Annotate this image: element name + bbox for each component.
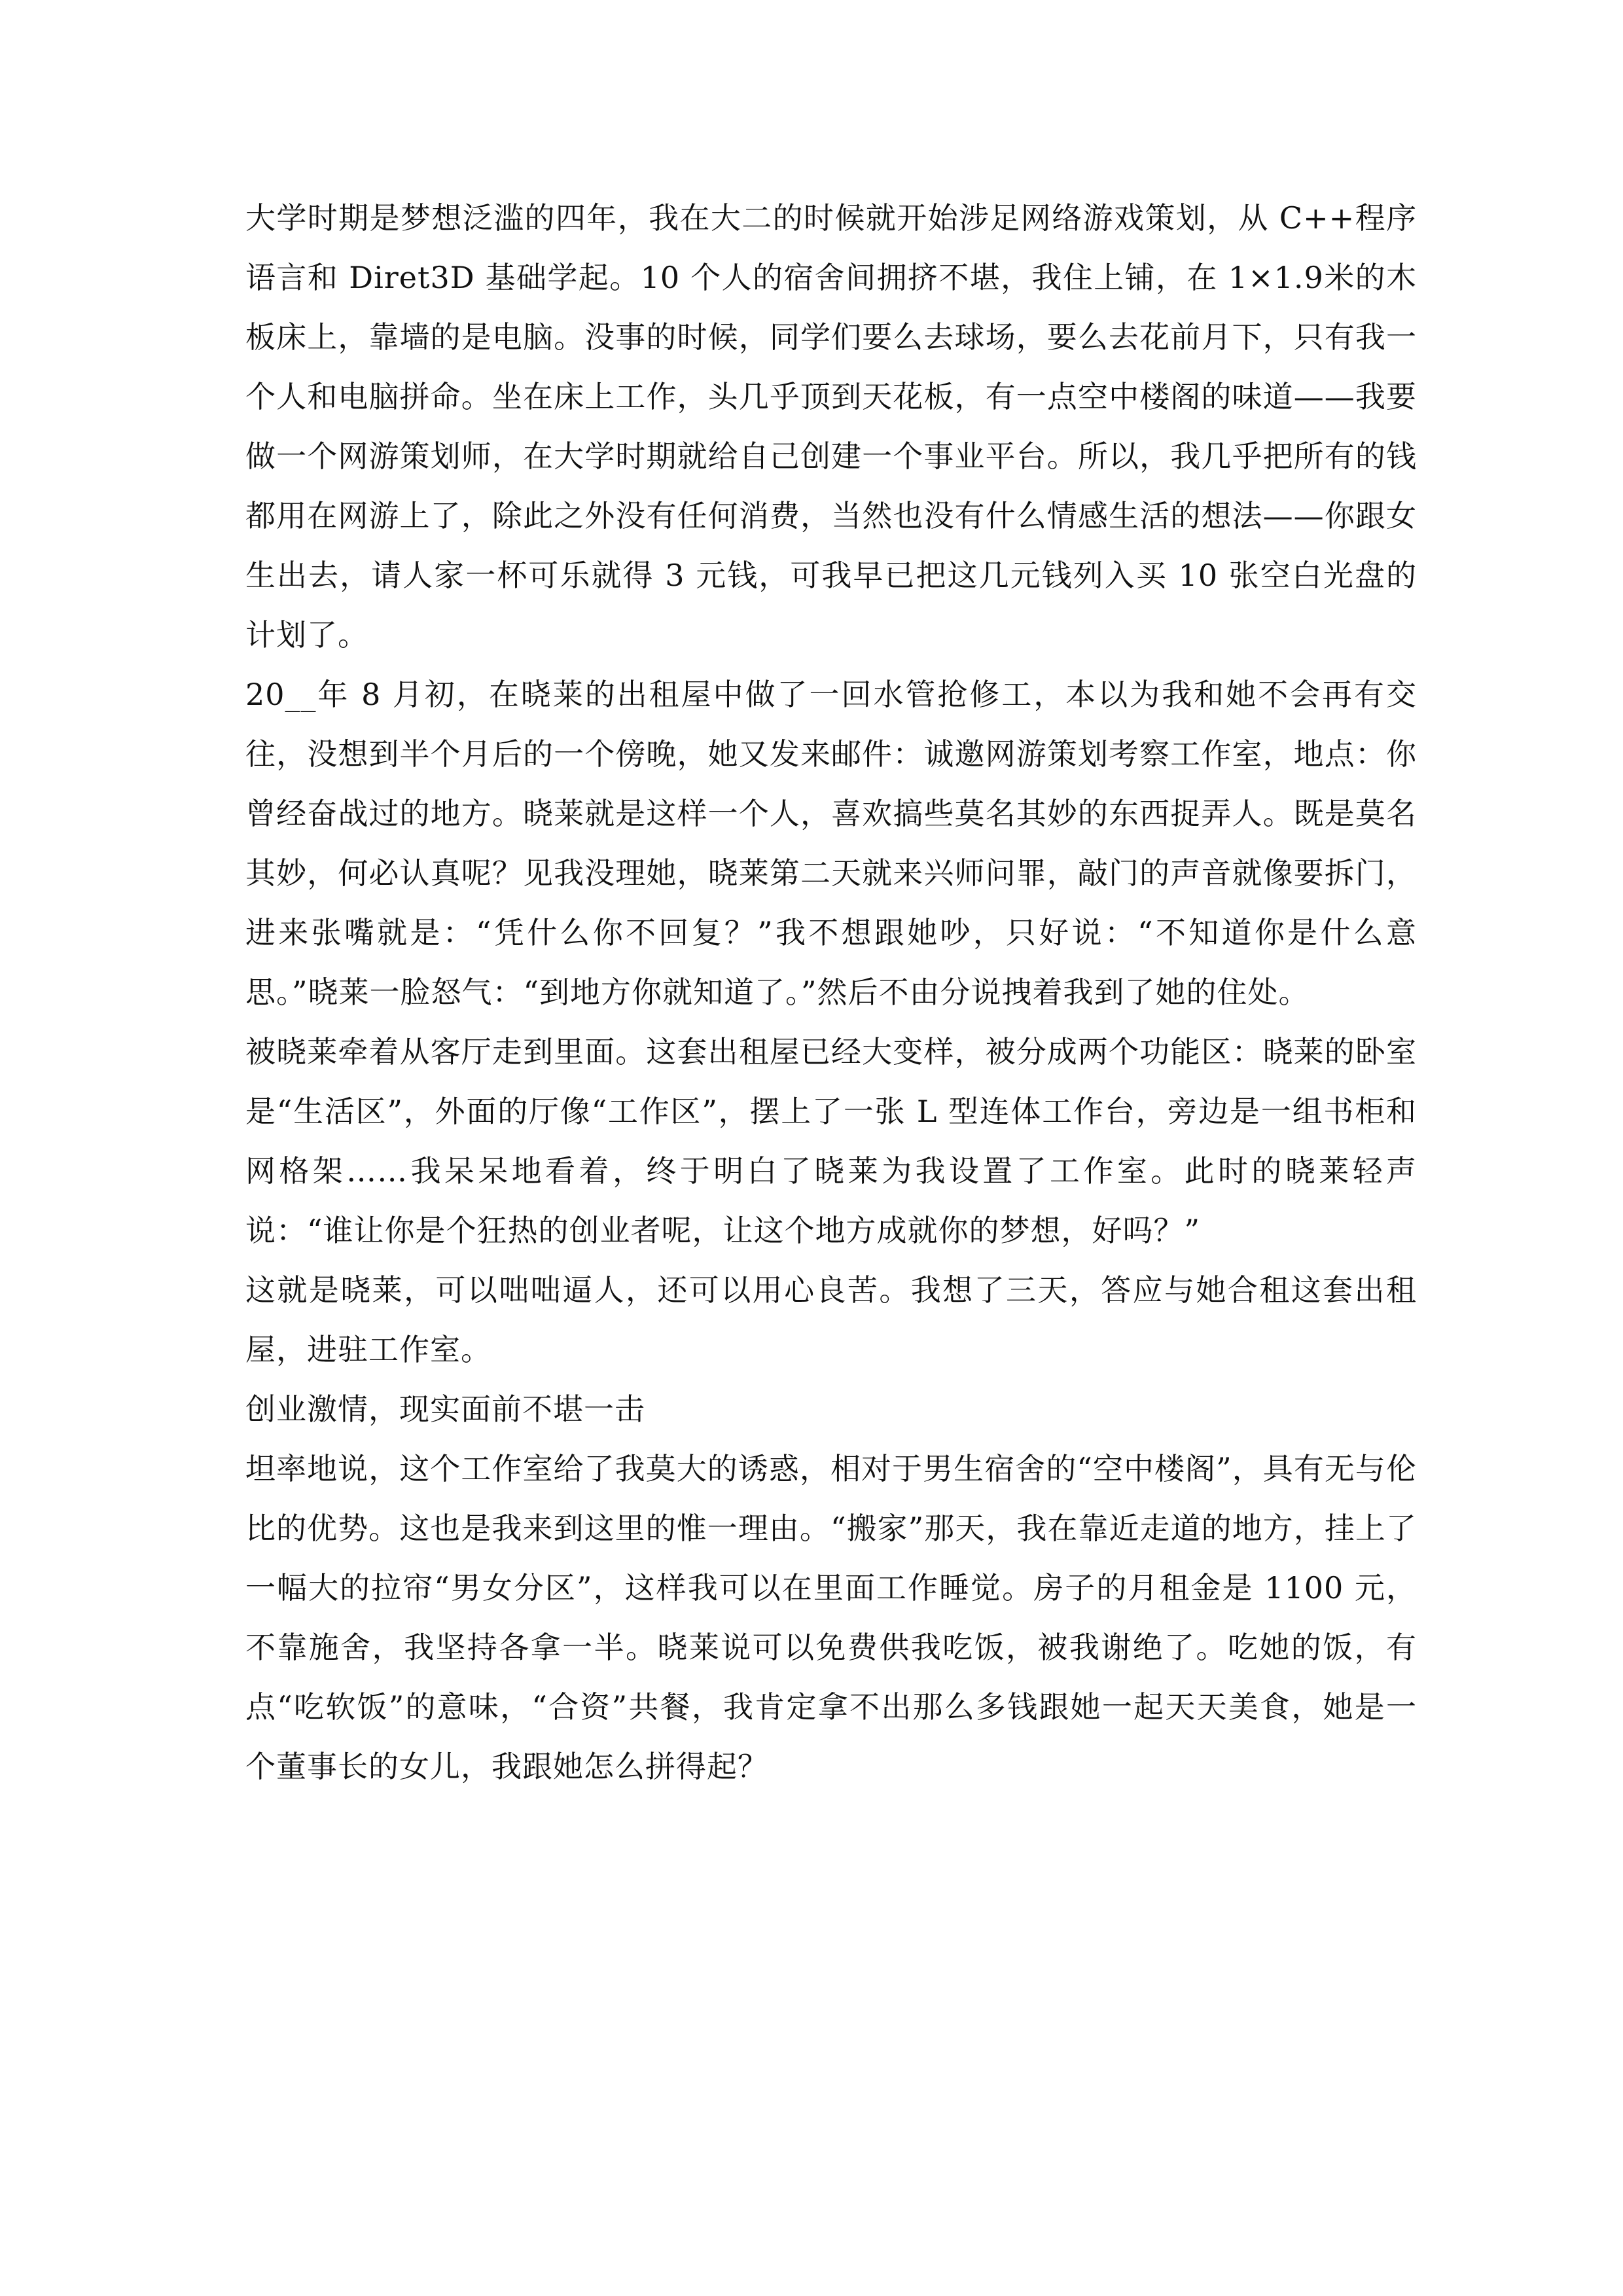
paragraph-moving-in: 坦率地说，这个工作室给了我莫大的诱惑，相对于男生宿舍的“空中楼阁”，具有无与伦比的优势。这也是我来到这里的惟一理由。“搬家”那天，我在靠近走道的地方，挂上了一幅大的拉帘“男女分区”，这样我可以在里面工作睡觉。房子的月租金是 1100 元，不靠施舍，我坚持各拿一半。晓莱说可以免费供我吃饭，被我谢绝了。吃她的饭，有点“吃软饭”的意味，“合资”共餐，我肯定拿不出那么多钱跟她一起天天美食，她是一个董事长的女儿，我跟她怎么拼得起？ [245,1451,1417,1784]
section-heading: 创业激情，现实面前不堪一击 [245,1391,645,1427]
paragraph-decision: 这就是晓莱，可以咄咄逼人，还可以用心良苦。我想了三天，答应与她合租这套出租屋，进驻工作室。 [245,1272,1417,1367]
document-body [245,188,1417,1797]
paragraph-studio-setup: 被晓莱牵着从客厅走到里面。这套出租屋已经大变样，被分成两个功能区：晓莱的卧室是“生活区”，外面的厅像“工作区”，摆上了一张 L 型连体工作台，旁边是一组书柜和网格架……我呆呆地看着，终于明白了晓莱为我设置了工作室。此时的晓莱轻声说：“谁让你是个狂热的创业者呢，让这个地方成就你的梦想，好吗？” [245,1034,1417,1248]
paragraph-college-dream: 大学时期是梦想泛滥的四年，我在大二的时候就开始涉足网络游戏策划，从 C++程序语言和 Diret3D 基础学起。10 个人的宿舍间拥挤不堪，我住上铺，在 1×1.9米的木板床上，靠墙的是电脑。没事的时候，同学们要么去球场，要么去花前月下，只有我一个人和电脑拼命。坐在床上工作，头几乎顶到天花板，有一点空中楼阁的味道——我要做一个网游策划师，在大学时期就给自己创建一个事业平台。所以，我几乎把所有的钱都用在网游上了，除此之外没有任何消费，当然也没有什么情感生活的想法——你跟女生出去，请人家一杯可乐就得 3 元钱，可我早已把这几元钱列入买 10 张空白光盘的计划了。 [245,200,1417,653]
paragraph-invitation: 20__年 8 月初，在晓莱的出租屋中做了一回水管抢修工，本以为我和她不会再有交往，没想到半个月后的一个傍晚，她又发来邮件：诚邀网游策划考察工作室，地点：你曾经奋战过的地方。晓莱就是这样一个人，喜欢搞些莫名其妙的东西捉弄人。既是莫名其妙，何必认真呢？见我没理她，晓莱第二天就来兴师问罪，敲门的声音就像要拆门，进来张嘴就是：“凭什么你不回复？”我不想跟她吵，只好说：“不知道你是什么意思。”晓莱一脸怒气：“到地方你就知道了。”然后不由分说拽着我到了她的住处。 [245,677,1417,1010]
